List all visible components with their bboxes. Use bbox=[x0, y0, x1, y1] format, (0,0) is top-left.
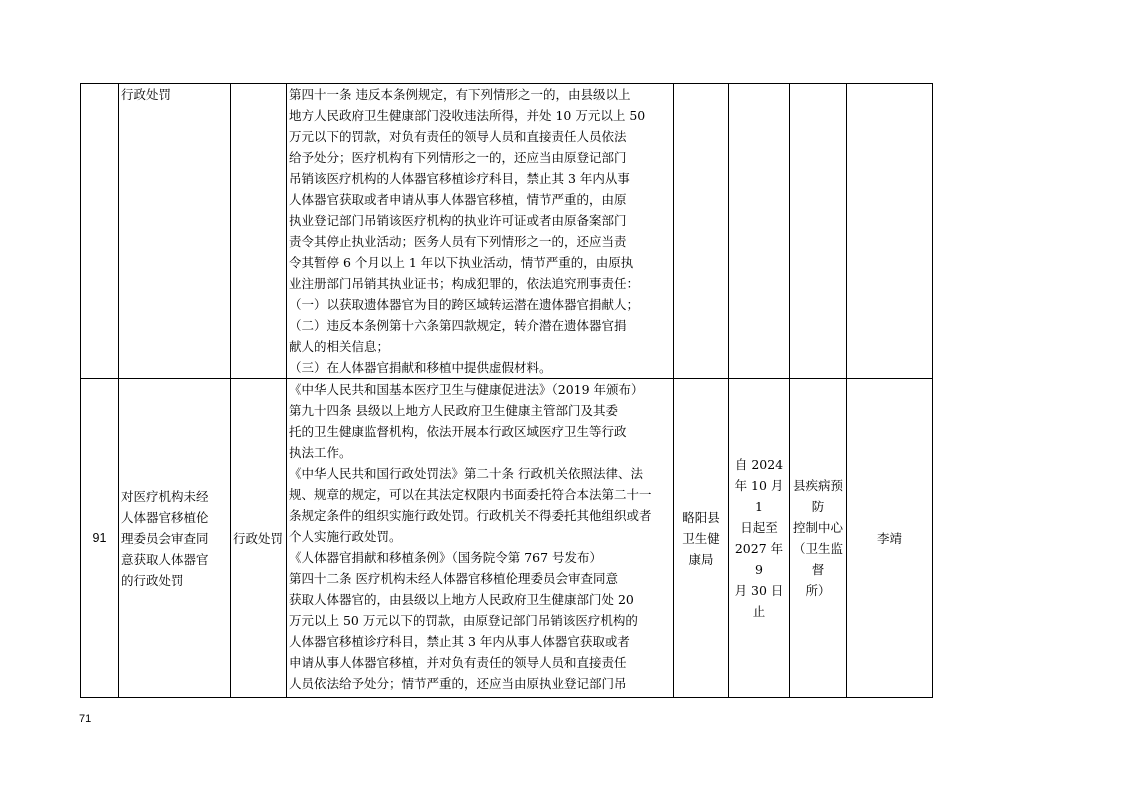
period-cell bbox=[729, 379, 790, 698]
basis-line: 第四十一条 违反本条例规定，有下列情形之一的，由县级以上 bbox=[289, 87, 631, 102]
basis-line: 《中华人民共和国行政处罚法》第二十条 行政机关依照法律、法 bbox=[289, 466, 643, 481]
basis-line: 万元以下的罚款，对负有责任的领导人员和直接责任人员依法 bbox=[289, 129, 627, 144]
period-line: 自 2024 bbox=[734, 457, 784, 472]
contact-cell bbox=[847, 84, 933, 379]
period-line: 2027 年 9 bbox=[734, 541, 784, 577]
basis-line: 执业登记部门吊销该医疗机构的执业许可证或者由原备案部门 bbox=[289, 213, 627, 228]
basis-line: 人体器官移植诊疗科目，禁止其 3 年内从事人体器官获取或者 bbox=[289, 634, 630, 649]
page-number: 71 bbox=[79, 713, 92, 725]
basis-line: 令其暂停 6 个月以上 1 年以下执业活动，情节严重的，由原执 bbox=[289, 255, 634, 270]
basis-line: 执法工作。 bbox=[289, 445, 352, 460]
basis-line: 献人的相关信息； bbox=[289, 339, 390, 354]
executor-line: 县疾病预防 bbox=[792, 478, 843, 514]
basis-line: （一）以获取遗体器官为目的跨区域转运潜在遗体器官捐献人； bbox=[289, 297, 640, 312]
item-name-line: 意获取人体器官 bbox=[121, 551, 209, 567]
basis-line: （三）在人体器官捐献和移植中提供虚假材料。 bbox=[289, 360, 552, 375]
category-cell bbox=[231, 84, 287, 379]
basis-line: 给予处分；医疗机构有下列情形之一的，还应当由原登记部门 bbox=[289, 150, 627, 165]
basis-line: 业注册部门吊销其执业证书；构成犯罪的，依法追究刑事责任： bbox=[289, 276, 640, 291]
period-line: 止 bbox=[752, 604, 766, 619]
executor-line: （卫生监督 bbox=[792, 541, 843, 577]
basis-line: 人员依法给予处分；情节严重的，还应当由原执业登记部门吊 bbox=[289, 676, 627, 691]
basis-line: 万元以上 50 万元以下的罚款，由原登记部门吊销该医疗机构的 bbox=[289, 613, 638, 628]
department-cell bbox=[674, 84, 729, 379]
executor-line: 所） bbox=[805, 583, 831, 598]
item-name-line: 对医疗机构未经 bbox=[121, 488, 209, 504]
basis-line: 个人实施行政处罚。 bbox=[289, 529, 402, 544]
row-index-cell: 91 bbox=[81, 379, 119, 698]
basis-line: 规、规章的规定，可以在其法定权限内书面委托符合本法第二十一 bbox=[289, 487, 652, 502]
period-cell bbox=[729, 84, 790, 379]
basis-line: 第四十二条 医疗机构未经人体器官移植伦理委员会审查同意 bbox=[289, 571, 618, 586]
table-row bbox=[81, 379, 933, 698]
basis-line: 托的卫生健康监督机构，依法开展本行政区域医疗卫生等行政 bbox=[289, 424, 627, 439]
period-line: 日起至 bbox=[740, 520, 778, 535]
basis-line: 条规定条件的组织实施行政处罚。行政机关不得委托其他组织或者 bbox=[289, 508, 652, 523]
item-name-line: 人体器官移植伦 bbox=[121, 509, 209, 525]
basis-line: 吊销该医疗机构的人体器官移植诊疗科目，禁止其 3 年内从事 bbox=[289, 171, 630, 186]
department-line: 卫生健 bbox=[682, 530, 720, 546]
table-row bbox=[81, 84, 933, 379]
basis-line: （二）违反本条例第十六条第四款规定，转介潜在遗体器官捐 bbox=[289, 318, 627, 333]
executor-cell bbox=[790, 84, 847, 379]
item-name-line: 的行政处罚 bbox=[121, 572, 184, 588]
department-cell bbox=[674, 379, 729, 698]
row-index-cell bbox=[81, 84, 119, 379]
executor-cell bbox=[790, 379, 847, 698]
item-name-line: 理委员会审查同 bbox=[121, 530, 209, 546]
basis-line: 《中华人民共和国基本医疗卫生与健康促进法》（2019 年颁布） bbox=[289, 382, 644, 397]
contact-cell: 李靖 bbox=[847, 379, 933, 698]
basis-line: 责令其停止执业活动；医务人员有下列情形之一的，还应当责 bbox=[289, 234, 627, 249]
basis-line: 申请从事人体器官移植，并对负有责任的领导人员和直接责任 bbox=[289, 655, 627, 670]
category-cell: 行政处罚 bbox=[231, 379, 287, 698]
department-line: 略阳县 bbox=[682, 509, 720, 525]
legal-basis-cell bbox=[287, 379, 674, 698]
enforcement-table bbox=[80, 83, 933, 698]
legal-basis-cell bbox=[287, 84, 674, 379]
item-name-cell: 行政处罚 bbox=[119, 84, 231, 379]
department-line: 康局 bbox=[688, 551, 714, 567]
basis-line: 人体器官获取或者申请从事人体器官移植，情节严重的，由原 bbox=[289, 192, 627, 207]
basis-line: 《人体器官捐献和移植条例》（国务院令第 767 号发布） bbox=[289, 550, 603, 565]
basis-line: 地方人民政府卫生健康部门没收违法所得，并处 10 万元以上 50 bbox=[289, 108, 646, 123]
executor-line: 控制中心 bbox=[792, 520, 843, 535]
period-line: 月 30 日 bbox=[734, 583, 784, 598]
basis-line: 第九十四条 县级以上地方人民政府卫生健康主管部门及其委 bbox=[289, 403, 618, 418]
item-name-cell bbox=[119, 379, 231, 698]
basis-line: 获取人体器官的，由县级以上地方人民政府卫生健康部门处 20 bbox=[289, 592, 634, 607]
period-line: 年 10 月 1 bbox=[734, 478, 784, 514]
